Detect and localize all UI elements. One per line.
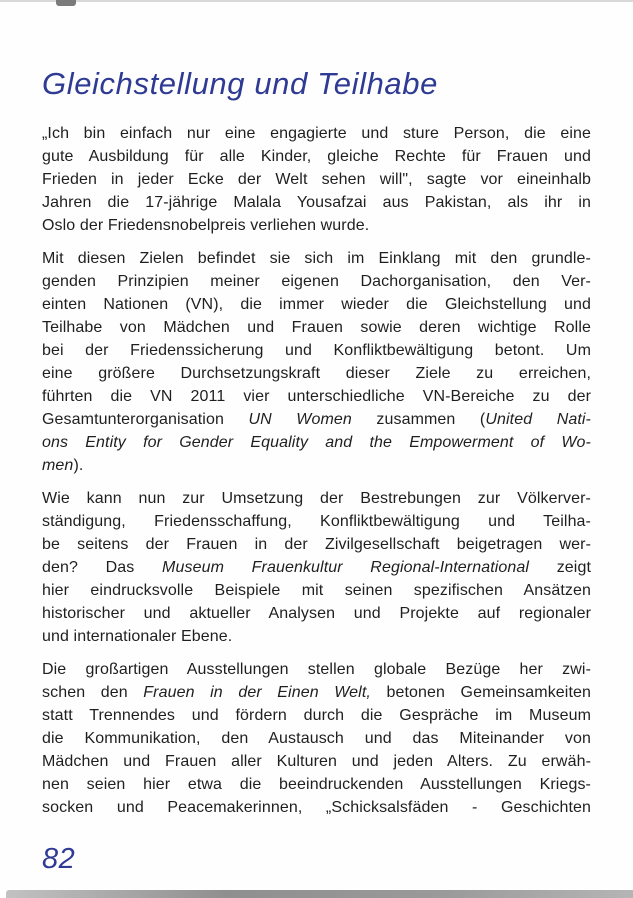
- emphasized-text: United Nati-: [485, 411, 591, 428]
- text-line: [42, 293, 591, 316]
- paragraph: [42, 122, 591, 237]
- text-segment: statt Trennendes und fördern durch die Gespräche im Museum: [42, 707, 591, 724]
- text-segment: Mit diesen Zielen befindet sie sich im Einklang mit den grundle-: [42, 250, 591, 267]
- text-segment: Jahren die 17-jährige Malala Yousafzai aus Pakistan, als ihr in: [42, 194, 591, 211]
- text-segment: ).: [73, 457, 84, 474]
- text-segment: führten die VN 2011 vier unterschiedliche VN-Bereiche zu der: [42, 388, 591, 405]
- text-segment: Mädchen und Frauen aller Kulturen und jeden Alters. Zu erwäh-: [42, 753, 591, 770]
- page-number: 82: [42, 843, 76, 875]
- text-segment: eine größere Durchsetzungskraft dieser Ziele zu erreichen,: [42, 365, 591, 382]
- text-segment: Gesamtunterorganisation: [42, 411, 249, 428]
- text-segment: ständigung, Friedensschaffung, Konfliktbewältigung und Teilha-: [42, 513, 591, 530]
- text-line: [42, 556, 591, 579]
- text-segment: und internationaler Ebene.: [42, 628, 233, 645]
- text-line: [42, 796, 591, 819]
- text-line: [42, 704, 591, 727]
- text-line: [42, 625, 591, 648]
- text-segment: „Ich bin einfach nur eine engagierte und sture Person, die eine: [42, 125, 591, 142]
- text-segment: bei der Friedenssicherung und Konfliktbewältigung betont. Um: [42, 342, 591, 359]
- text-line: [42, 191, 591, 214]
- text-line: [42, 487, 591, 510]
- text-line: [42, 362, 591, 385]
- text-line: [42, 533, 591, 556]
- text-segment: historischer und aktueller Analysen und Projekte auf regionaler: [42, 605, 591, 622]
- text-segment: zeigt: [529, 559, 592, 576]
- text-line: [42, 579, 591, 602]
- emphasized-text: UN Women: [248, 411, 352, 428]
- scan-artifact-top: [56, 0, 76, 6]
- text-segment: Wie kann nun zur Umsetzung der Bestrebungen zur Völkerver-: [42, 490, 591, 507]
- text-line: [42, 316, 591, 339]
- text-segment: Frieden in jeder Ecke der Welt sehen will", sagte vor eineinhalb: [42, 171, 591, 188]
- text-segment: den? Das: [42, 559, 163, 576]
- text-segment: einten Nationen (VN), die immer wieder die Gleichstellung und: [42, 296, 591, 313]
- scan-edge-bottom: [6, 890, 633, 898]
- text-segment: genden Prinzipien meiner eigenen Dachorganisation, den Ver-: [42, 273, 591, 290]
- paragraph: [42, 247, 591, 477]
- text-line: [42, 510, 591, 533]
- paragraph: [42, 658, 591, 819]
- emphasized-text: Frauen in der Einen Welt,: [143, 684, 371, 701]
- text-line: [42, 408, 591, 431]
- text-line: [42, 681, 591, 704]
- text-segment: be seitens der Frauen in der Zivilgesellschaft beigetragen wer-: [42, 536, 591, 553]
- text-segment: Teilhabe von Mädchen und Frauen sowie deren wichtige Rolle: [42, 319, 591, 336]
- text-line: [42, 454, 591, 477]
- text-segment: betonen Gemeinsamkeiten: [370, 684, 591, 701]
- text-segment: Oslo der Friedensnobelpreis verliehen wurde.: [42, 217, 370, 234]
- emphasized-text: men: [42, 457, 74, 474]
- text-line: [42, 727, 591, 750]
- emphasized-text: ons Entity for Gender Equality and the Empowerment of Wo-: [42, 434, 591, 451]
- paragraph: [42, 487, 591, 648]
- text-segment: gute Ausbildung für alle Kinder, gleiche Rechte für Frauen und: [42, 148, 591, 165]
- text-segment: Die großartigen Ausstellungen stellen globale Bezüge her zwi-: [42, 661, 591, 678]
- text-line: [42, 658, 591, 681]
- text-line: [42, 145, 591, 168]
- text-line: [42, 773, 591, 796]
- text-line: [42, 602, 591, 625]
- text-segment: die Kommunikation, den Austausch und das Miteinander von: [42, 730, 591, 747]
- body-text: [42, 122, 591, 819]
- emphasized-text: Museum Frauenkultur Regional-International: [162, 559, 530, 576]
- text-line: [42, 247, 591, 270]
- text-line: [42, 339, 591, 362]
- text-line: [42, 385, 591, 408]
- text-segment: zusammen (: [351, 411, 486, 428]
- text-segment: hier eindrucksvolle Beispiele mit seinen spezifischen Ansätzen: [42, 582, 591, 599]
- text-line: [42, 431, 591, 454]
- text-line: [42, 750, 591, 773]
- text-segment: nen seien hier etwa die beeindruckenden Ausstellungen Kriegs-: [42, 776, 591, 793]
- text-segment: socken und Peacemakerinnen, „Schicksalsfäden - Geschichten: [42, 799, 591, 816]
- scan-edge-top: [0, 0, 633, 2]
- text-line: [42, 122, 591, 145]
- text-line: [42, 168, 591, 191]
- text-segment: schen den: [42, 684, 144, 701]
- page-title: Gleichstellung und Teilhabe: [42, 66, 438, 101]
- text-line: [42, 214, 591, 237]
- text-line: [42, 270, 591, 293]
